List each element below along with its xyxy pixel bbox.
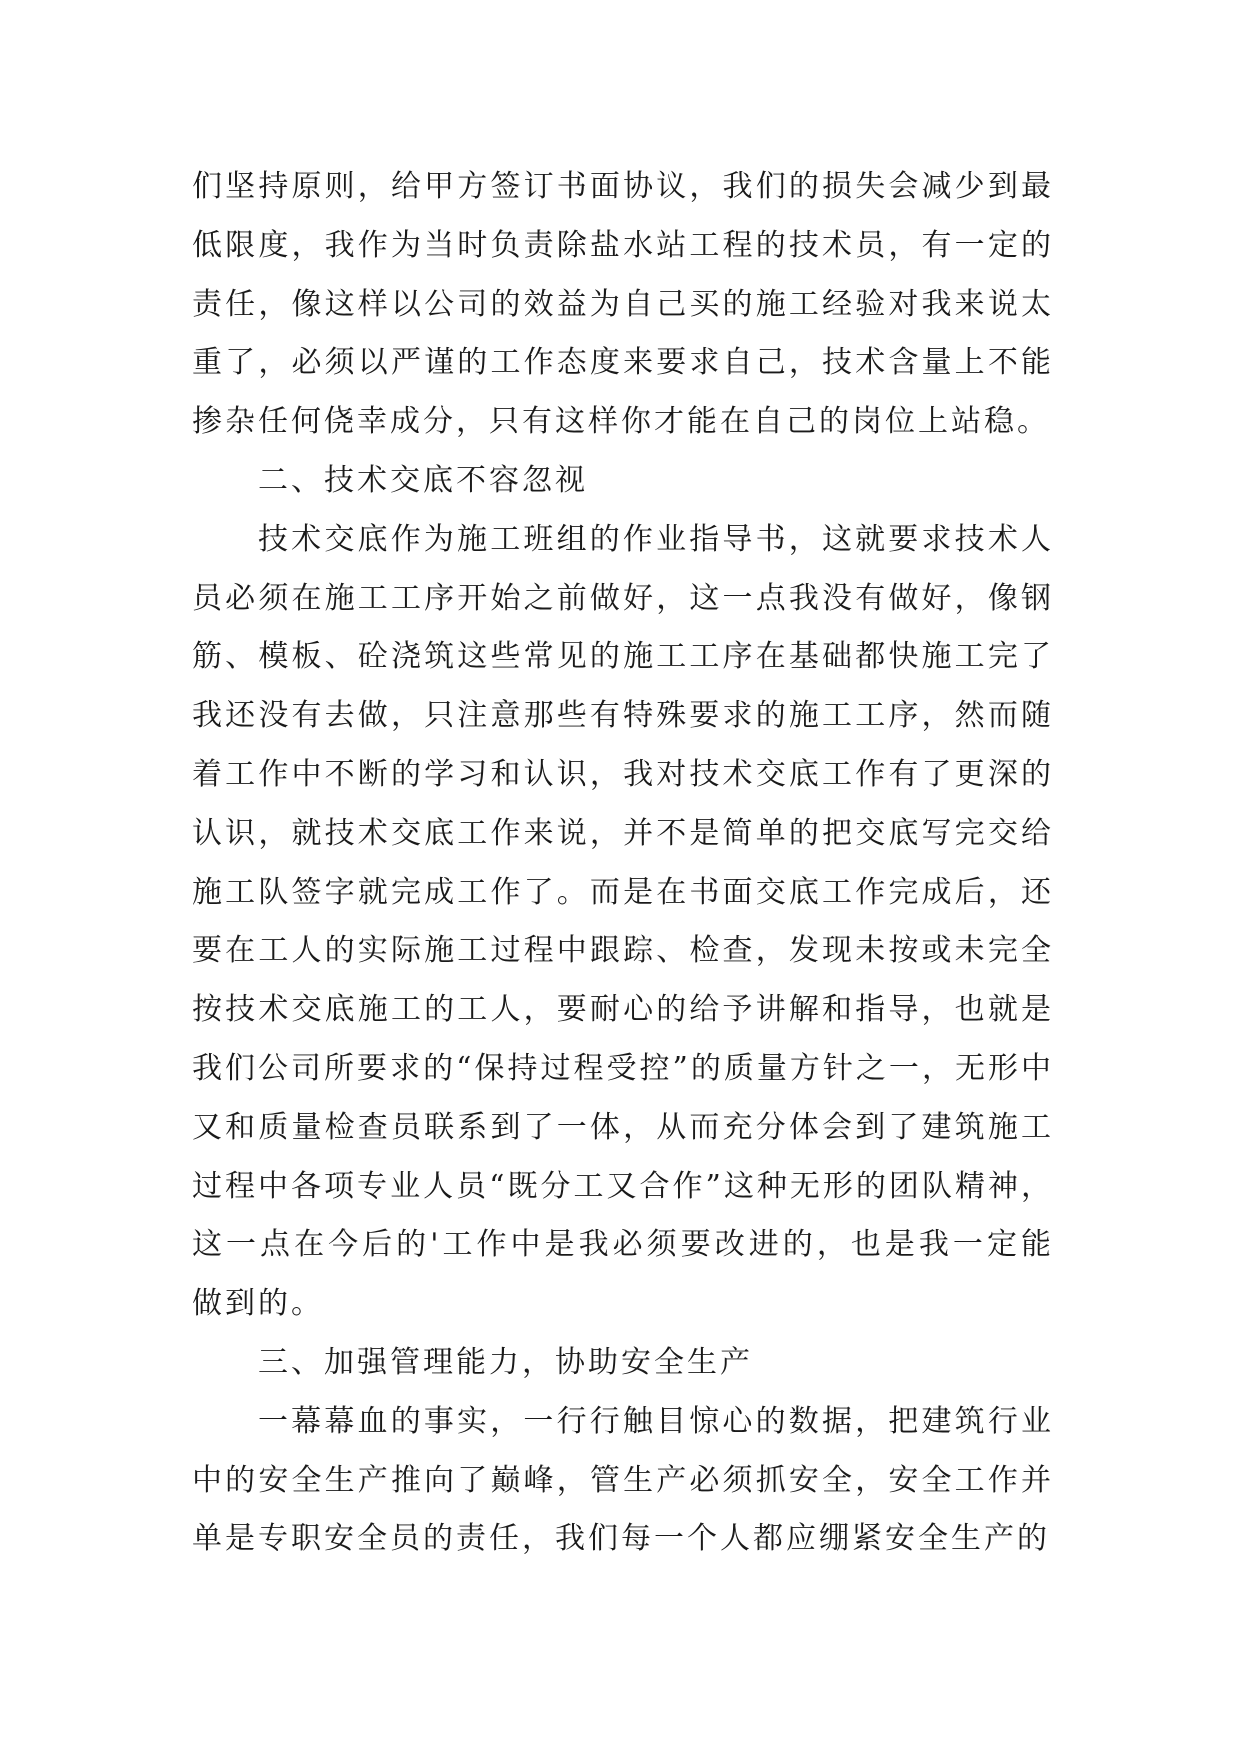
section-heading-three: 三、加强管理能力，协助安全生产 (258, 1344, 753, 1380)
paragraph-technical-disclosure: 技术交底作为施工班组的作业指导书，这就要求技术人员必须在施工工序开始之前做好，这一点我没有做好，像钢筋、模板、砼浇筑这些常见的施工工序在基础都快施工完了我还没有去做，只注意那些有特殊要求的施工工序，然而随着工作中不断的学习和认识，我对技术交底工作有了更深的认识，就技术交底工作来说，并不是简单的把交底写完交给施工队签字就完成工作了。而是在书面交底工作完成后，还要在工人的实际施工过程中跟踪、检查，发现未按或未完全按技术交底施工的工人，要耐心的给予讲解和指导，也就是我们公司所要求的“保持过程受控”的质量方针之一，无形中又和质量检查员联系到了一体，从而充分体会到了建筑施工过程中各项专业人员“既分工又合作”这种无形的团队精神，这一点在今后的'工作中是我必须要改进的，也是我一定能做到的。 (192, 521, 1054, 1322)
paragraph-safety-production: 一幕幕血的事实，一行行触目惊心的数据，把建筑行业中的安全生产推向了巅峰，管生产必须抓安全，安全工作并单是专职安全员的责任，我们每一个人都应绷紧安全生产的 (192, 1403, 1054, 1557)
document-body (192, 158, 1054, 1569)
paragraph-continuation: 们坚持原则，给甲方签订书面协议，我们的损失会减少到最低限度，我作为当时负责除盐水站工程的技术员，有一定的责任，像这样以公司的效益为自己买的施工经验对我来说太重了，必须以严谨的工作态度来要求自己，技术含量上不能掺杂任何侥幸成分，只有这样你才能在自己的岗位上站稳。 (192, 169, 1054, 440)
section-heading-two: 二、技术交底不容忽视 (258, 462, 588, 498)
